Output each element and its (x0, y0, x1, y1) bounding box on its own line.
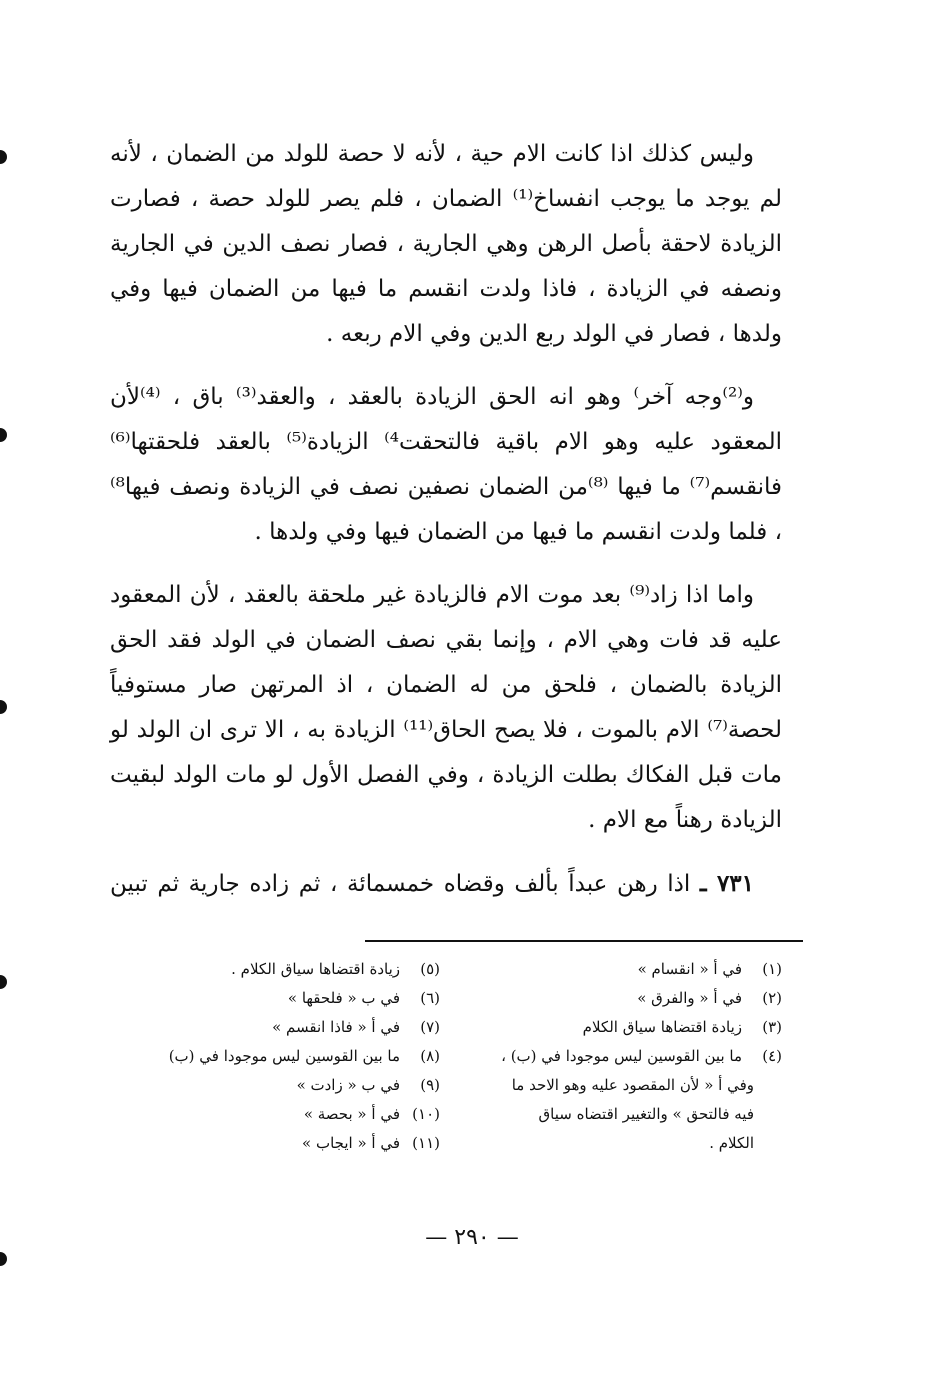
paragraph-2: و⁽²⁾وجه آخر⁾ وهو انه الحق الزيادة بالعقد ، والعقد⁽³⁾ باق ، ⁽⁴⁾لأن المعقود عليه وهو الام باقية فالتحقت⁴⁾ الزيادة⁽⁵⁾ بالعقد فلحقتها⁽⁶⁾ فانقسم⁽⁷⁾ ما فيها ⁽⁸⁾من الضمان نصفين نصف في الزيادة ونصف فيها⁸⁾ ، فلما ولدت انقسم ما فيها من الضمان فيها وفي ولدها . (110, 384, 782, 545)
footnote-text: في أ « ايجاب » (302, 1134, 400, 1152)
footnote-text: في ب « زادت » (296, 1076, 400, 1094)
scan-edge-mark (0, 1252, 7, 1266)
footnote-number: (١) (762, 960, 782, 978)
footnote-number: (٦) (420, 989, 440, 1007)
footnotes-right-column (470, 955, 782, 1158)
footnote-text: ما بين القوسين ليس موجودا في (ب) ، (501, 1047, 742, 1065)
footnote (470, 984, 782, 1013)
footnote-text: ما بين القوسين ليس موجودا في (ب) (168, 1047, 400, 1065)
footnote (140, 1013, 440, 1042)
main-text (110, 132, 782, 925)
scan-edge-mark (0, 150, 7, 164)
footnote-text: في أ « انقسام » (637, 960, 742, 978)
footnote (140, 1071, 440, 1100)
footnote (140, 1100, 440, 1129)
paragraph-1: وليس كذلك اذا كانت الام حية ، لأنه لا حصة للولد من الضمان ، لأنه لم يوجد ما يوجب انفساخ⁽¹⁾ الضمان ، فلم يصر للولد حصة ، فصارت الزيادة لاحقة بأصل الرهن وهي الجارية ، فصار نصف الدين في الجارية ونصفه في الزيادة ، فاذا ولدت انقسم ما فيها من الضمان فيها وفي ولدها ، فصار في الولد ربع الدين وفي الام ربعه . (110, 141, 782, 347)
footnote-number: (٨) (420, 1047, 440, 1065)
footnote-continuation-line: الكلام . (709, 1134, 754, 1152)
footnote-continuation-line: وفي أ « لأن المقصود عليه وهو الاحد ما (511, 1076, 754, 1094)
scan-edge-mark (0, 700, 7, 714)
footnote (140, 1042, 440, 1071)
footnote (140, 955, 440, 984)
paragraph-3: واما اذا زاد⁽⁹⁾ بعد موت الام فالزيادة غير ملحقة بالعقد ، لأن المعقود عليه قد فات وهي الام ، وإنما بقي نصف الضمان في الولد فقد الحق الزيادة بالضمان ، فلحق من له الضمان ، اذ المرتهن صار مستوفياً لحصة⁽⁷⁾ الام بالموت ، فلا يصح الحاق⁽¹¹⁾ الزيادة به ، الا ترى ان الولد لو مات قبل الفكاك بطلت الزيادة ، وفي الفصل الأول لو مات الولد لبقيت الزيادة رهناً مع الام . (110, 582, 783, 833)
footnote (470, 1042, 782, 1071)
scan-edge-mark (0, 975, 7, 989)
footnote-number: (١٠) (412, 1105, 440, 1123)
page-number: — ٢٩٠ — (425, 1225, 519, 1250)
footnote-divider (365, 940, 803, 942)
footnote-number: (٤) (762, 1047, 782, 1065)
footnote-text: في أ « فاذا انقسم » (272, 1018, 400, 1036)
footnotes-left-column (140, 955, 440, 1158)
footnote (140, 984, 440, 1013)
footnote (470, 955, 782, 984)
footnote-number: (٥) (420, 960, 440, 978)
footnote (140, 1129, 440, 1158)
paragraph-4-text: اذا رهن عبداً بألف وقضاه خمسمائة ، ثم زاده جارية ثم تبين (110, 871, 691, 897)
footnote-number: (٢) (762, 989, 782, 1007)
footnote-number: (٣) (762, 1018, 782, 1036)
scan-edge-mark (0, 428, 7, 442)
footnote-text: زيادة اقتضاها سياق الكلام (582, 1018, 742, 1036)
footnote-number: (٩) (420, 1076, 440, 1094)
footnote (470, 1013, 782, 1042)
footnote-number: (١١) (412, 1134, 440, 1152)
footnote-continuation-line: فيه فالتحق » والتغيير اقتضاه سياق (538, 1105, 754, 1123)
footnote-text: في أ « والفرق » (637, 989, 742, 1007)
footnote-number: (٧) (420, 1018, 440, 1036)
footnote-text: زيادة اقتضاها سياق الكلام . (231, 960, 400, 978)
paragraph-4 (110, 861, 782, 907)
item-number: ٧٣١ ـ (699, 870, 754, 897)
footnote-text: في أ « بحصة » (303, 1105, 400, 1123)
footnote-text: في ب « فلحقها » (287, 989, 400, 1007)
